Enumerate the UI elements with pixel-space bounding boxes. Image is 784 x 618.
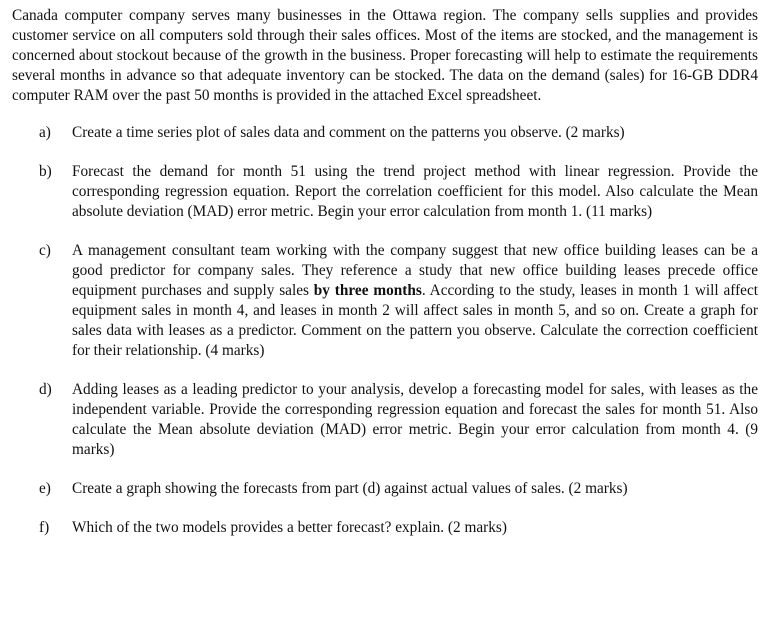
question-label: b) [39, 163, 52, 180]
question-label: c) [39, 242, 51, 259]
question-text-part: . According to the study, leases in month 1 will affect equipment sales in month 4, and leases in month 2 will affect sales in month 5, and so on. Create a graph for sales data with leases as a predictor. Comment on the pattern you observe. Calculate the correction coefficient for their relationship. (4 marks) [72, 282, 759, 359]
intro-paragraph: Canada computer company serves many businesses in the Ottawa region. The company sells supplies and provides customer service on all computers sold through their sales offices. Most of the items are stocked, and the management is concerned about stockout because of the growth in the business. Proper forecasting will help to estimate the requirements several months in advance so that adequate inventory can be stocked. The data on the demand (sales) for 16-GB DDR4 computer RAM over the past 50 months is provided in the attached Excel spreadsheet. [12, 7, 758, 104]
question-text: Create a graph showing the forecasts from part (d) against actual values of sales. (2 marks) [72, 480, 628, 497]
question-text: Which of the two models provides a better forecast? explain. (2 marks) [72, 519, 507, 536]
question-text: Forecast the demand for month 51 using the trend project method with linear regression. Provide the corresponding regression equation. Report the correlation coefficient for this model. Also calculate the Mean absolute deviation (MAD) error metric. Begin your error calculation from month 1. (11 marks) [72, 163, 758, 220]
question-a [12, 123, 758, 143]
question-c [12, 241, 758, 361]
question-e [12, 479, 758, 499]
question-list [12, 123, 758, 538]
question-d [12, 380, 758, 460]
question-label: d) [39, 381, 52, 398]
question-text: Create a time series plot of sales data and comment on the patterns you observe. (2 marks) [72, 124, 625, 141]
question-text-emphasis: by three months [313, 282, 422, 299]
question-label: f) [39, 519, 50, 536]
question-text: Adding leases as a leading predictor to your analysis, develop a forecasting model for sales, with leases as the independent variable. Provide the corresponding regression equation and forecast the sales for month 51. Also calculate the Mean absolute deviation (MAD) error metric. Begin your error calculation from month 4. (9 marks) [72, 381, 758, 458]
question-f [12, 518, 758, 538]
question-text [72, 241, 758, 361]
question-label: e) [39, 480, 51, 497]
question-label: a) [39, 124, 51, 141]
question-text-part: A management consultant team working with the company suggest that new office building leases can be a good predictor for company sales. They reference a study that new office building leases precede office equipment purchases and supply sales [72, 242, 758, 299]
question-b [12, 162, 758, 222]
